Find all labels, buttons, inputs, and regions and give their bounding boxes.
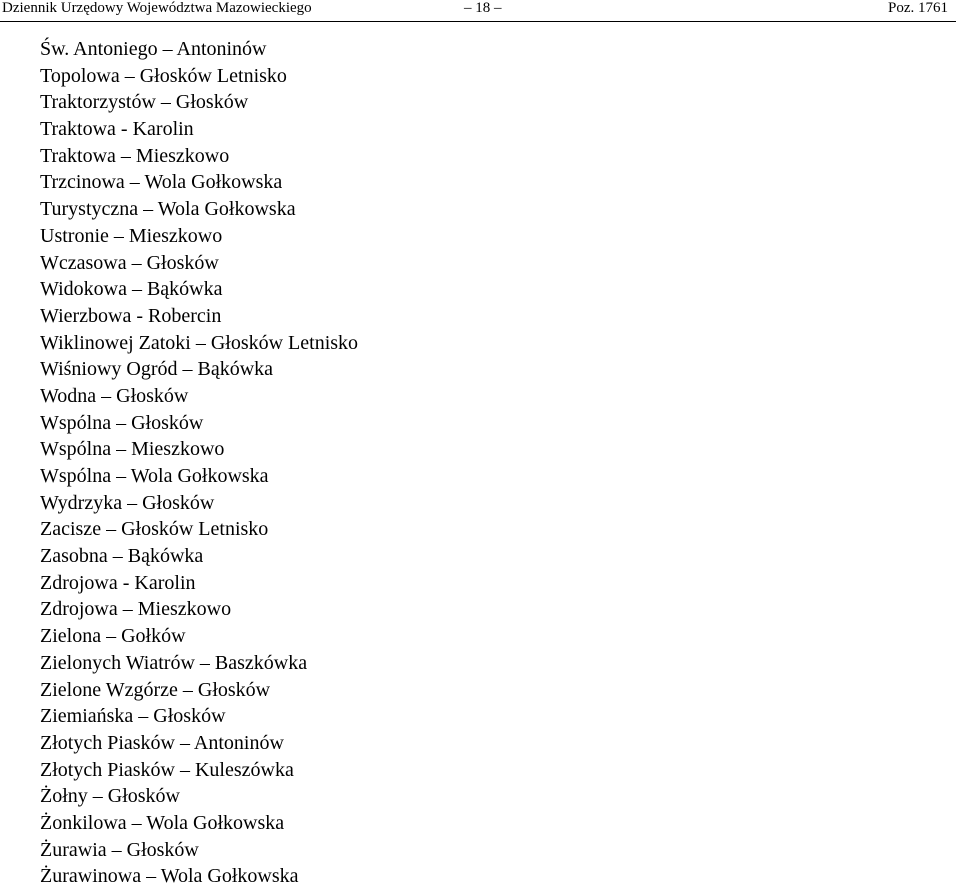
list-item: Wydrzyka – Głosków xyxy=(40,491,215,514)
list-item: Zacisze – Głosków Letnisko xyxy=(40,518,269,541)
list-item: Wiśniowy Ogród – Bąkówka xyxy=(40,358,274,381)
list-item: Zielona – Gołków xyxy=(40,625,186,648)
list-item: Żołny – Głosków xyxy=(40,785,180,808)
list-item: Ustronie – Mieszkowo xyxy=(40,224,223,247)
position-number: Poz. 1761 xyxy=(888,0,948,16)
street-list xyxy=(40,36,358,890)
journal-title: Dziennik Urzędowy Województwa Mazowieckiego xyxy=(2,0,312,16)
list-item: Złotych Piasków – Kuleszówka xyxy=(40,758,294,781)
list-item: Wspólna – Wola Gołkowska xyxy=(40,465,269,487)
list-item: Zdrojowa - Karolin xyxy=(40,571,196,594)
list-item: Zielonych Wiatrów – Baszkówka xyxy=(40,651,308,674)
list-item: Trzcinowa – Wola Gołkowska xyxy=(40,171,283,194)
list-item: Turystyczna – Wola Gołkowska xyxy=(40,198,296,221)
list-item: Złotych Piasków – Antoninów xyxy=(40,731,284,754)
list-item: Traktowa - Karolin xyxy=(40,118,194,141)
list-item: Żurawia – Głosków xyxy=(40,838,199,861)
list-item: Wierzbowa - Robercin xyxy=(40,304,222,327)
list-item: Wiklinowej Zatoki – Głosków Letnisko xyxy=(40,331,359,354)
list-item: Traktorzystów – Głosków xyxy=(40,91,249,114)
list-item: Żonkilowa – Wola Gołkowska xyxy=(40,811,285,834)
list-item: Św. Antoniego – Antoninów xyxy=(40,38,267,60)
page-header xyxy=(0,0,956,22)
list-item: Topolowa – Głosków Letnisko xyxy=(40,64,287,87)
list-item: Zasobna – Bąkówka xyxy=(40,545,204,568)
list-item: Zielone Wzgórze – Głosków xyxy=(40,678,271,701)
list-item: Żurawinowa – Wola Gołkowska xyxy=(40,865,299,888)
list-item: Traktowa – Mieszkowo xyxy=(40,144,230,167)
list-item: Wodna – Głosków xyxy=(40,384,189,407)
list-item: Ziemiańska – Głosków xyxy=(40,705,226,728)
list-item: Wspólna – Mieszkowo xyxy=(40,438,225,461)
page-number: – 18 – xyxy=(464,0,502,16)
list-item: Wspólna – Głosków xyxy=(40,411,204,434)
list-item: Wczasowa – Głosków xyxy=(40,251,219,274)
list-item: Widokowa – Bąkówka xyxy=(40,278,223,301)
list-item: Zdrojowa – Mieszkowo xyxy=(40,598,232,621)
